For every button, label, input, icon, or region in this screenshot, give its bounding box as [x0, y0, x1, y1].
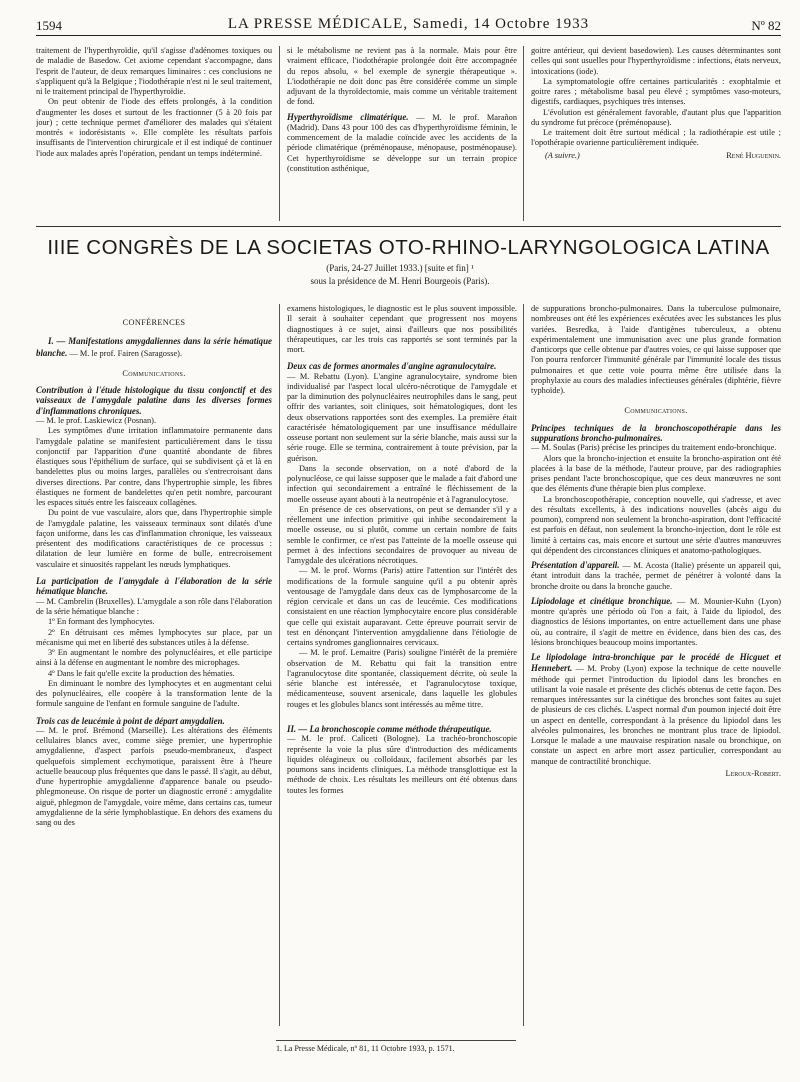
paragraph: La trachéo-bronchoscopie représente la voie la plus sûre d'introduction des médicaments liquides oléagineux ou colloïdaux, facilement absorbés par les poumons sans incidents cliniques. La méthode transglottique est la méthode de choix. Les résultats les meilleurs ont été obtenus dans toutes les formes: [287, 734, 517, 795]
footnote: 1. La Presse Médicale, nº 81, 11 Octobre 1933, p. 1571.: [276, 1040, 516, 1054]
paragraph: Le traitement doit être surtout médical ; la radiothérapie est utile ; l'opothérapie ovarienne particulièrement indiquée.: [531, 128, 781, 148]
body-column-right: [531, 304, 781, 1026]
congress-dates: (Paris, 24-27 Juillet 1933.) [suite et fin] ¹: [326, 263, 474, 273]
author-signature: Leroux-Robert.: [725, 768, 781, 778]
column-divider: [523, 304, 524, 1026]
section-author: — M. le prof. Marañon (Madrid).: [287, 112, 517, 132]
page-number: 1594: [36, 18, 62, 33]
section-divider: [36, 226, 781, 227]
congress-title: IIIE CONGRÈS DE LA SOCIETAS OTO-RHINO-LARYNGOLOGICA LATINA: [47, 236, 770, 259]
item-author: — M. le prof. Fairen (Saragosse).: [69, 348, 183, 358]
item-author: — M. le prof. Caliceti (Bologne).: [287, 734, 420, 744]
to-be-continued: (A suivre.): [545, 150, 580, 160]
body-column-left: [36, 304, 272, 1026]
issue-number: Nº 82: [751, 18, 781, 33]
paragraph: En présence de ces observations, on peut se demander s'il y a réellement une infection primitive qui inhibe secondairement la moelle osseuse, ou si plutôt, comme un certain nombre de faits semble le confirmer, ce n'est pas l'atteinte de la moelle osseuse qui permet à des infections secondaires de provoquer au niveau de l'amygdale des ulcérations nécrotiques.: [287, 504, 517, 566]
paragraph: — M. le prof. Lemaitre (Paris) souligne l'intérêt de la première observation de M. Rebattu qui fait la transition entre l'agranulocytose dite spontanée, classiquement décrite, où seule la série blanche est intéressée, et l'agranulocytose toxique, médicamenteuse, souvent arsenicale, dans laquelle les globules rouges et les globules blancs sont intéressés au même titre.: [287, 648, 517, 709]
item-author: — M. le prof. Brémond (Marseille).: [36, 725, 168, 735]
communications-heading: Communications.: [122, 368, 186, 378]
item-author: — M. Soulas (Paris) précise les principes du traitement endo-bronchique.: [531, 443, 777, 453]
paragraph: examens histologiques, le diagnostic est le plus souvent impossible. Il serait à souhaiter cependant que progressent nos moyens diagnostiques à ce sujet, ainsi d'ailleurs que nos possibilités thérapeutiques, car les trois cas rapportés se sont terminés par la mort.: [287, 304, 517, 354]
running-head: [36, 14, 781, 36]
column-divider: [279, 304, 280, 1026]
paragraph: de suppurations broncho-pulmonaires. Dans la tuberculose pulmonaire, nombreuses ont été les expériences exécutées avec les substances les plus variées. Besredka, à l'aide d'antigènes tuberculeux, a obtenu expérimentalement une immunisation avec une plus grande formation d'anticorps que celle obtenue par d'autres voies, ce qui laisse supposer que l'on pourra renforcer l'immunité générale par l'immunité locale des tissus pulmonaires et que cette voie pourra même être utilisée dans la prophylaxie au cours des maladies infectieuses générales (diphtérie, fièvre typhoïde).: [531, 304, 781, 395]
item-title: Présentation d'appareil.: [531, 560, 620, 571]
top-column-1: [36, 46, 272, 221]
paragraph: — M. le prof. Worms (Paris) attire l'attention sur l'intérêt des modifications de la formule sanguine qu'il a pu obtenir après ventousage de l'amygdale dans deux cas de lymphosarcome de la région cervicale et dans un cas de leucémie. Ces modifications consistaient en une réaction lymphocytaire encore plus considérable que celle qui existait auparavant. Cette épreuve pourrait servir de test en dénonçant l'intervention amygdalienne dans l'étiologie de certains syndromes ganglionnaires cervicaux.: [287, 566, 517, 648]
item-title: Contribution à l'étude histologique du tissu conjonctif et des vaisseaux de l'amygdale palatine dans les diverses formes d'inflammations chroniques.: [36, 385, 272, 416]
column-divider: [279, 46, 280, 221]
section-title: Hyperthyroïdisme climatérique.: [287, 111, 409, 122]
paragraph: L'amygdale a son rôle dans l'élaboration de la série hématique blanche :: [36, 596, 272, 617]
journal-title: LA PRESSE MÉDICALE, Samedi, 14 Octobre 1933: [227, 16, 590, 32]
paragraph: présente un appareil qui, étant introduit dans la trachée, permet de pénétrer à volonté dans la bronche droite ou dans la bronche gauche.: [531, 561, 781, 591]
paragraph: goitre antérieur, qui devient basedowien). Les causes déterminantes sont celles qui sont usuelles pour l'hyperthyroïdisme : infections, états nerveux, intoxications (iode).: [531, 46, 781, 76]
item-title: II. — La bronchoscopie comme méthode thérapeutique.: [287, 723, 492, 734]
item-author: — M. Cambrelin (Bruxelles).: [36, 596, 136, 606]
author-signature: René Huguenin.: [726, 150, 781, 160]
paragraph: Les altérations des éléments cellulaires blancs avec, comme siège premier, une hypertrophie amygdalienne, d'aspect parfois pseudo-membraneux, d'aspect quelquefois simplement ecchymotique, paraissent être à l'heure actuelle beaucoup plus fréquentes que dans le passé. Il s'agit, au début, d'une hypertrophie amygdalienne d'apparence banale ou pseudo-phlegmoneuse. On risque de porter un diagnostic erroné : amygdalite aiguë, phlegmon de l'amygdale, voire même, dans certains cas, tumeur amygdalienne de la série lymphoblastique. En dehors des examens du sang ou des: [36, 725, 272, 828]
paragraph: L'angine agranulocytaire, syndrome bien individualisé par l'aspect local ulcéro-nécrotique de l'amygdale et par la diminution des polynucléaires neutrophiles dans le sang, peut offrir des variantes, soit cliniques, soit hématologiques, dont les deux observations rapportées sont des exemples. La première était caractérisée hématologiquement par une insuffisance médullaire osseuse portant non seulement sur la série blanche, mais aussi sur la série rouge. Elle se termina, contrairement à toute prévision, par la guérison.: [287, 371, 517, 463]
paragraph: Les symptômes d'une irritation inflammatoire permanente dans l'amygdale palatine se manifestent particulièrement dans le tissu conjonctif par l'apparition d'une quantité abondante de fibres élastiques sous l'épithélium de surface, qui se subdivisent çà et là en bandelettes plus ou moins larges, parallèles ou s'entrecroisant dans diverses directions. Par contre, dans l'hypertrophie simple, les fibres élastiques ne forment de bandelettes qu'en petit nombre, parcourant les espaces situés entre les faisceaux collagènes.: [36, 426, 272, 508]
item-title: Le lipiodolage intra-bronchique par le procédé de Hicguet et Hennebert.: [531, 652, 781, 674]
list-item: 3º En augmentant le nombre des polynucléaires, et elle participe ainsi à la défense en augmentant le nombre des microphages.: [36, 648, 272, 668]
paragraph: En diminuant le nombre des lymphocytes et en augmentant celui des polynucléaires, elle coopère à la transformation lente de la formule sanguine de l'enfant en formule sanguine de l'adulte.: [36, 678, 272, 709]
body-column-middle: [287, 304, 517, 1026]
item-author: — M. le prof. Laskiewicz (Posnan).: [36, 416, 157, 426]
communications-heading: Communications.: [624, 406, 688, 416]
item-title: La participation de l'amygdale à l'élaboration de la série hématique blanche.: [36, 575, 272, 597]
item-author: — M. Rebattu (Lyon).: [287, 371, 370, 381]
paragraph: On peut obtenir de l'iode des effets prolongés, à la condition d'augmenter les doses et surtout de les fractionner (5 à 20 fois par jour) ; cette technique permet d'améliorer des malades qui s'étaient montrés « iodorésistants ». Elle complète les résultats parfois insuffisants de l'intervention chirurgicale et il est indiqué de continuer l'iode aux malades après l'opération, pendant un temps indéterminé.: [36, 97, 272, 158]
item-author: — M. Proby: [575, 664, 621, 674]
item-title: Principes techniques de la bronchoscopothérapie dans les suppurations broncho-pulmonaires.: [531, 422, 781, 443]
paragraph: Alors que la broncho-injection et ensuite la broncho-aspiration ont été placées à la base de la méthode, l'auteur prouve, par des radiographies prises pendant l'acte bronchoscopique, que ces deux manœuvres ne sont que des éléments d'une thérapie bien plus complexe.: [531, 453, 781, 494]
paragraph: (Lyon) expose la technique de cette nouvelle méthode qui permet l'introduction du lipiodol dans les bronches en utilisant la voie nasale et présente des clichés obtenus de cette façon. Des remarques intéressantes sur la cinétique des bronches sont faites au sujet de plusieurs de ces clichés. L'aspect normal d'un poumon injecté doit être un aspect en dentelle, correspondant à la présence du lipiodol dans les alvéoles pulmonaires, les bronches ne montrant plus trace de lipiodol. Lorsque le malade a une mauvaise respiration nasale ou bronchique, on constate un aspect en arbre mort assez particulier, correspondant au manque de contractilité bronchique.: [531, 664, 781, 766]
paragraph: Du point de vue vasculaire, alors que, dans l'hypertrophie simple de l'amygdale palatine, les vaisseaux terminaux sont dilatés d'une façon uniforme, dans les cas d'inflammation chronique, les vaisseaux présentent des modifications caractéristiques de ce processus : dilatation de leur lumière en forme de bulle, entrecroisement vasculaire et sinuosités rappelant les nœuds lymphatiques.: [36, 508, 272, 569]
section-heading: CONFÉRENCES: [122, 318, 186, 327]
paragraph: Dans la seconde observation, on a noté d'abord de la polynucléose, ce qui laisse supposer que le malade a fait d'abord une infection qui secondairement a entraîné le fléchissement de la moelle osseuse ayant abouti à la neutropénie et à l'agranulocytose.: [287, 463, 517, 504]
item-title: Deux cas de formes anormales d'angine agranulocytaire.: [287, 361, 497, 372]
item-title: Trois cas de leucémie à point de départ amygdalien.: [36, 715, 225, 726]
paragraph: L'évolution est généralement favorable, d'autant plus que l'apparition du syndrome fut précoce (préménopause).: [531, 107, 781, 127]
paragraph: Dans 43 pour 100 des cas d'hyperthyroïdisme féminin, le commencement de la maladie coïncide avec les accidents de la période climatérique (préménopause, ménopause, postménopause). Cet hyperthyroïdisme se développe sur un terrain propice (constitution asthénique,: [287, 122, 517, 173]
paragraph: La bronchoscopothérapie, conception nouvelle, qui s'adresse, et avec des résultats excellents, à des indications nouvelles (abcès aigu du poumon), comprend non seulement la broncho-aspiration, dont l'efficacité est parfois en défaut, non seulement la broncho-injection, dont le rôle est limité à certains cas, mais encore et surtout une série d'autres manœuvres qui dépendent des circonstances cliniques et anatomo-pathologiques.: [531, 494, 781, 555]
column-divider: [523, 46, 524, 221]
item-title: I. — Manifestations amygdaliennes dans la série hématique blanche.: [36, 336, 272, 358]
paragraph: La symptomatologie offre certaines particularités : exophtalmie et goitre rares ; métabolisme basal peu élevé ; symptômes vaso-moteurs, digestifs, cardiaques, psychiques très intenses.: [531, 76, 781, 107]
paragraph: traitement de l'hyperthyroïdie, qu'il s'agisse d'adénomes toxiques ou de maladie de Basedow. Cet axiome cependant s'accompagne, dans l'esprit de l'auteur, de deux remarques liminaires : ces conclusions ne s'appliquent qu'à la Belgique ; l'iodothérapie n'est ni le seul traitement, ni le traitement principal de l'hyperthyroïdie.: [36, 46, 272, 96]
list-item: 1º En formant des lymphocytes.: [48, 617, 155, 627]
item-title: Lipiodolage et cinétique bronchique.: [531, 595, 673, 606]
item-author: — M. Mounier-Kuhn (Lyon): [676, 596, 781, 606]
list-item: 2º En détruisant ces mêmes lymphocytes sur place, par un mécanisme qui met en liberté des substances utiles à la défense.: [36, 627, 272, 647]
item-author: — M. Acosta (Italie): [622, 561, 694, 571]
top-column-3: [531, 46, 781, 221]
list-item: 4º Dans le fait qu'elle excite la production des hématies.: [48, 668, 235, 678]
top-column-2: [287, 46, 517, 221]
paragraph: montre qu'après une périodo où l'on a fait, à l'aide du lipiodol, des diagnostics de lésions importantes, on entre actuellement dans une phase où, au contraire, il s'agit de mettre en évidence, dans bien des cas, des lésions bronchiques beaucoup moins importantes.: [531, 607, 781, 647]
paragraph: si le métabolisme ne revient pas à la normale. Mais pour être vraiment efficace, l'iodothérapie prolongée doit être accompagnée du repos absolu, « bel exemple de synergie thérapeutique ». L'iodothérapie ne doit donc pas être considérée comme un simple adjuvant de la thyroïdectomie, mais comme un véritable traitement de fond.: [287, 46, 517, 107]
congress-presidency: sous la présidence de M. Henri Bourgeois (Paris).: [310, 276, 490, 286]
